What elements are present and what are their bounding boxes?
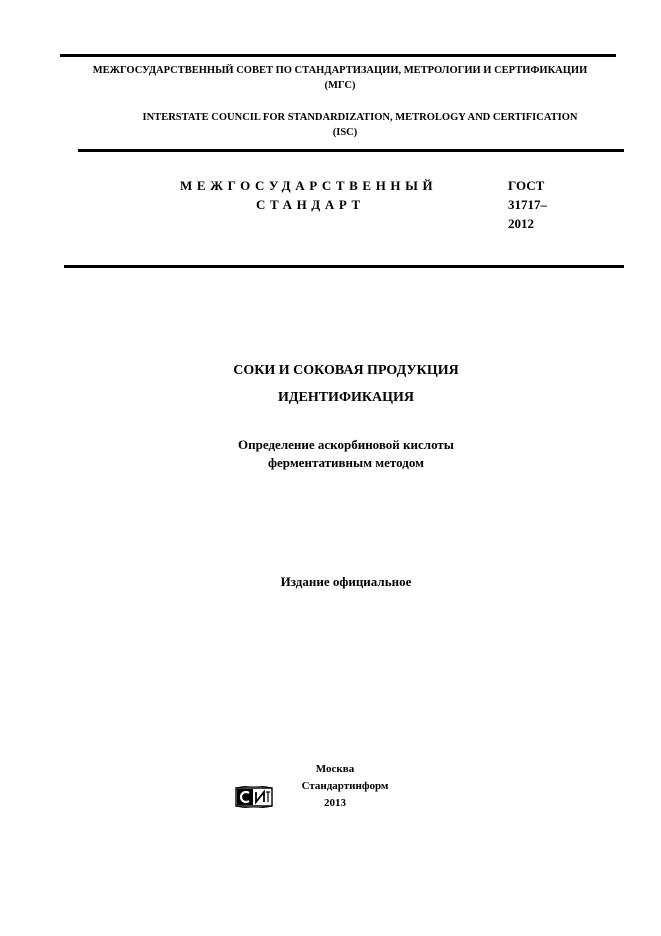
imprint-city: Москва: [315, 763, 355, 775]
edition-label: Издание официальное: [280, 574, 412, 589]
council-name-ru: МЕЖГОСУДАРСТВЕННЫЙ СОВЕТ ПО СТАНДАРТИЗАЦИИ, МЕТРОЛОГИИ И СЕРТИФИКАЦИИ: [92, 65, 588, 76]
gost-number-line2: 2012: [508, 216, 534, 231]
standard-type-line2: СТАНДАРТ: [256, 197, 365, 212]
council-name-en: INTERSTATE COUNCIL FOR STANDARDIZATION, METROLOGY AND CERTIFICATION: [142, 112, 578, 123]
header-bottom-rule: [78, 149, 624, 152]
standartinform-logo-icon: [234, 786, 274, 808]
document-subtitle-line1: Определение аскорбиновой кислоты: [238, 437, 454, 452]
imprint-publisher: Стандартинформ: [301, 780, 389, 792]
standard-bottom-rule: [64, 265, 624, 268]
standard-type-line1: МЕЖГОСУДАРСТВЕННЫЙ: [180, 178, 438, 193]
document-subtitle-line2: ферментативным методом: [268, 455, 424, 470]
gost-label: ГОСТ: [508, 178, 545, 193]
imprint-year: 2013: [324, 797, 346, 809]
council-abbr-en: (ISC): [332, 127, 358, 138]
gost-number-line1: 31717–: [508, 197, 547, 212]
document-title-line1: СОКИ И СОКОВАЯ ПРОДУКЦИЯ: [233, 363, 459, 378]
top-rule: [60, 54, 616, 57]
council-abbr-ru: (МГС): [324, 80, 356, 91]
document-title-line2: ИДЕНТИФИКАЦИЯ: [277, 390, 415, 405]
